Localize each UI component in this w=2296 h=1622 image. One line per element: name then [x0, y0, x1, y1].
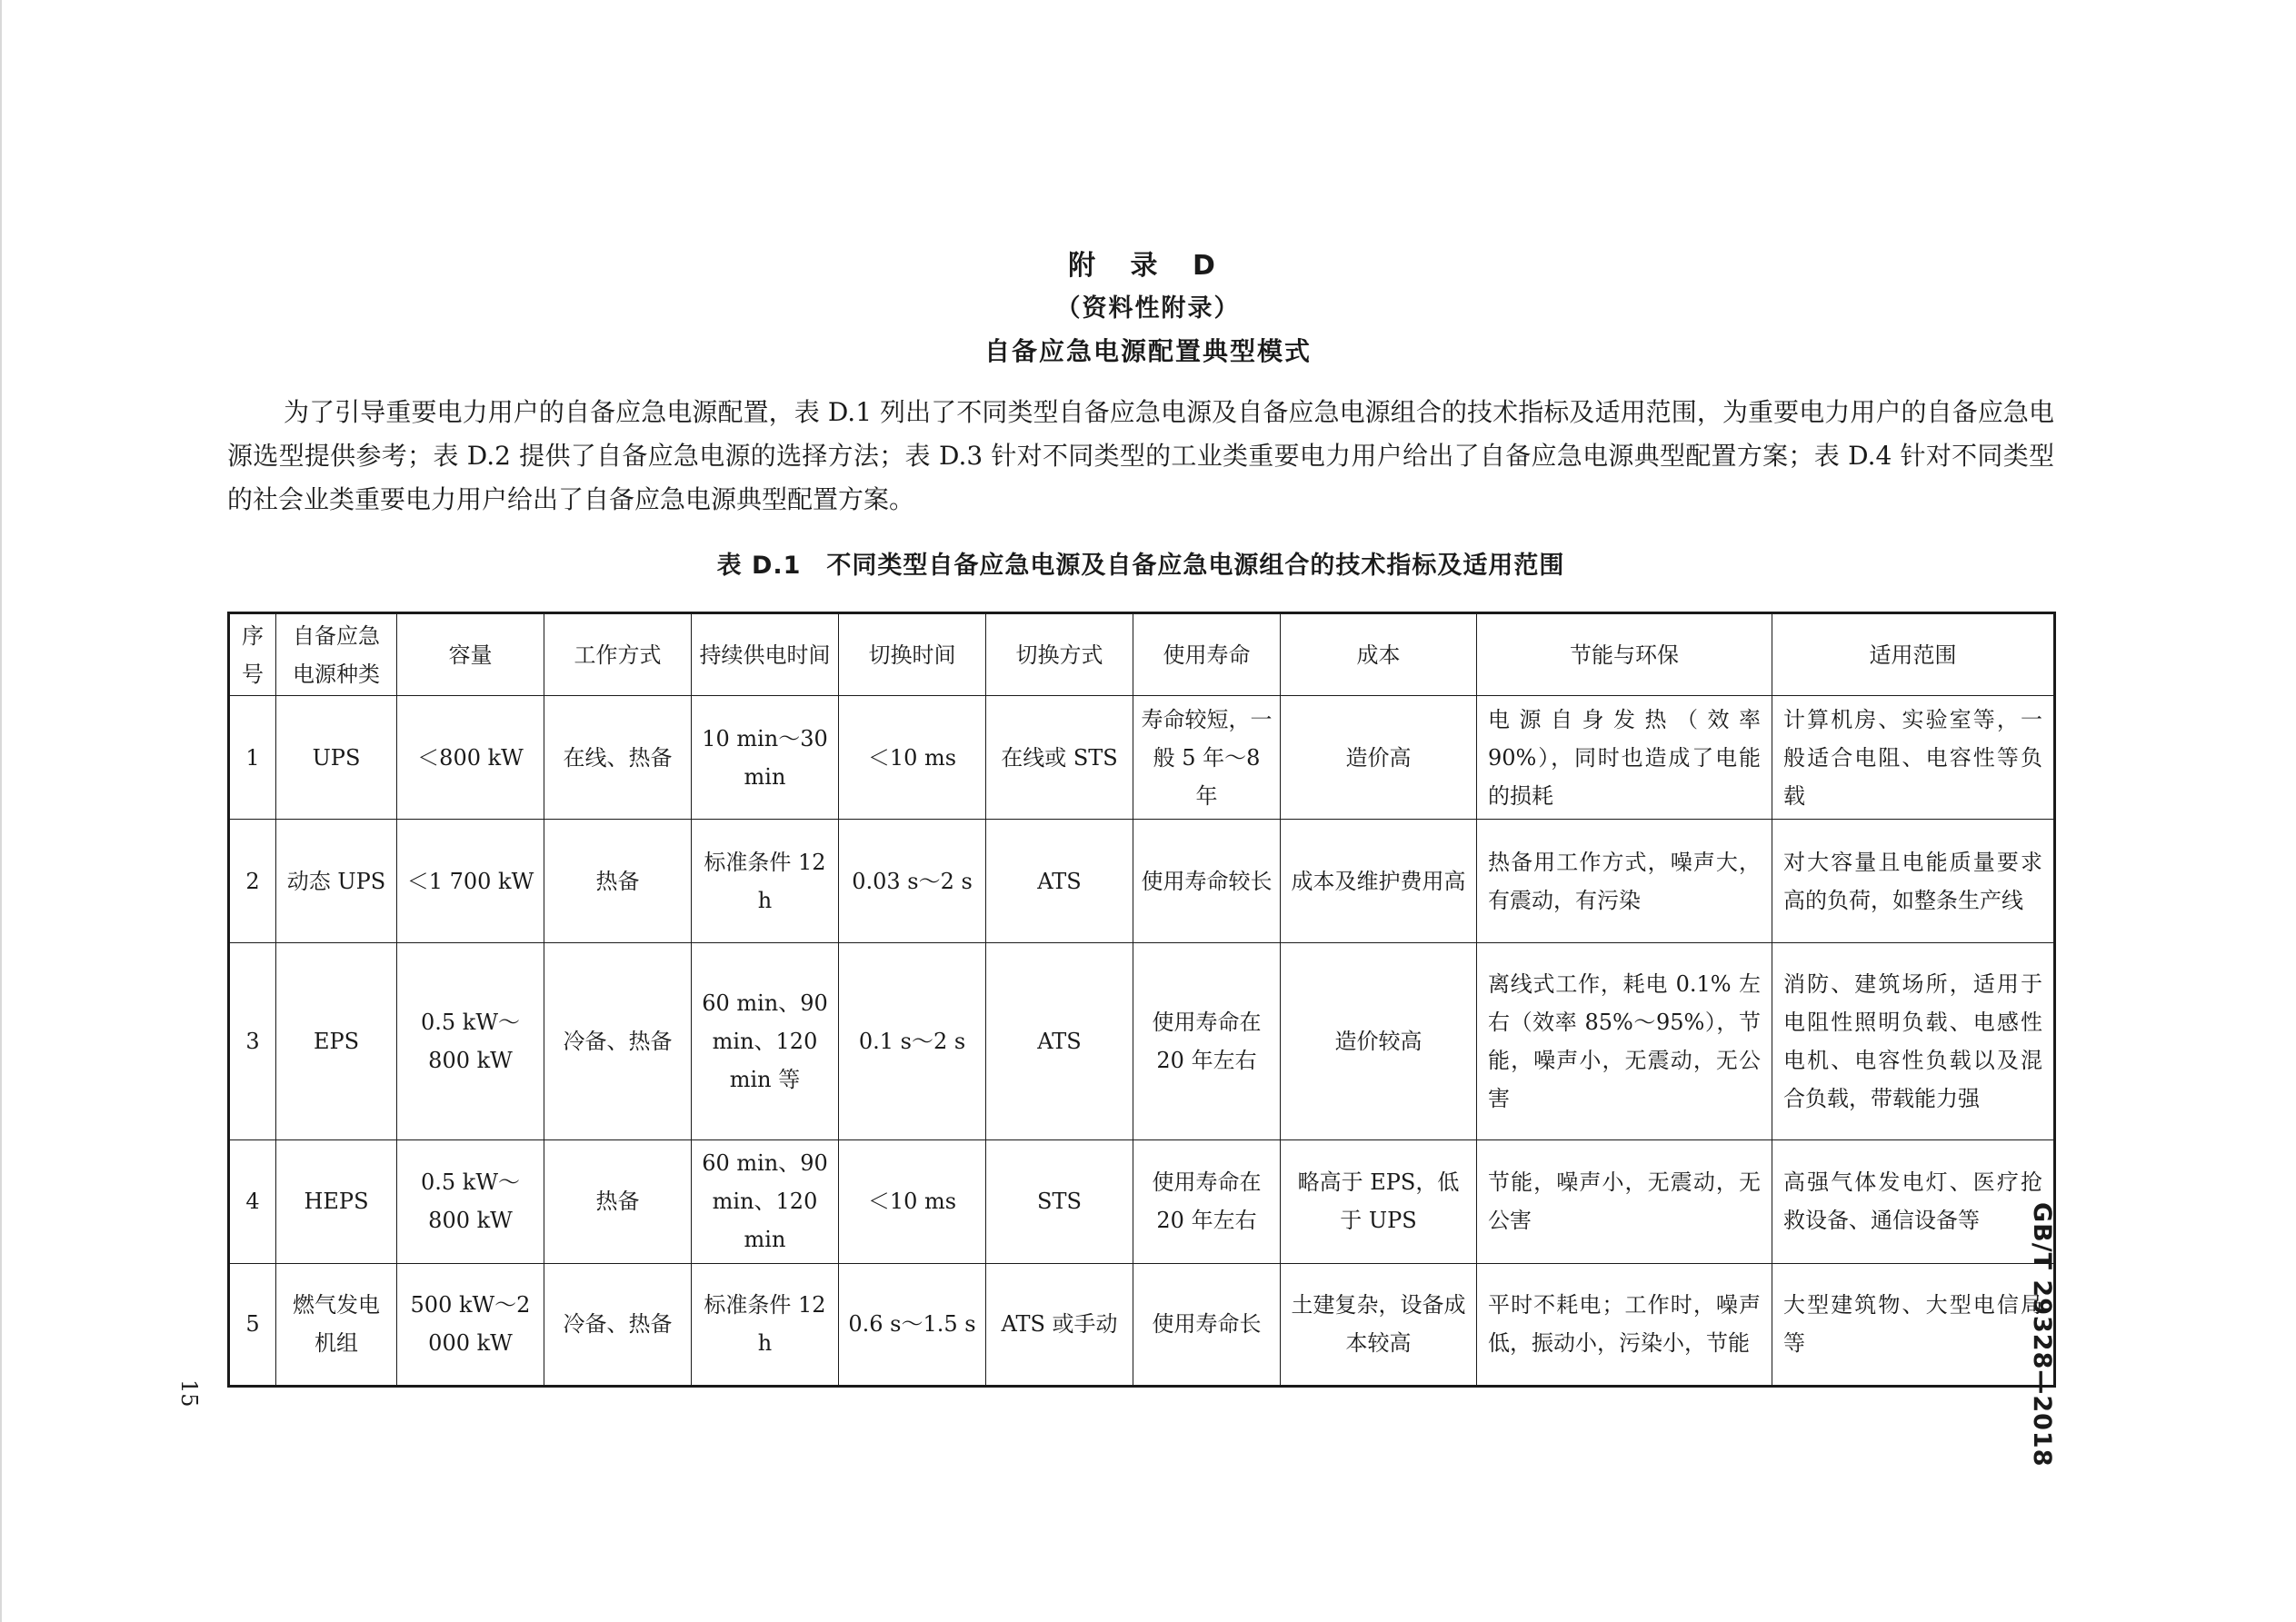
table-cell: ＜800 kW [397, 696, 544, 820]
table-cell: 造价高 [1281, 696, 1477, 820]
table-cell: 0.5 kW～800 kW [397, 1140, 544, 1263]
table-cell: 略高于 EPS，低于 UPS [1281, 1140, 1477, 1263]
table-cell: 0.5 kW～800 kW [397, 942, 544, 1140]
table-cell: UPS [276, 696, 397, 820]
table-cell: HEPS [276, 1140, 397, 1263]
table-header-row [229, 613, 2055, 696]
table-cell: 寿命较短，一般 5 年～8 年 [1133, 696, 1281, 820]
table-cell: 使用寿命长 [1133, 1263, 1281, 1386]
table-cell: 燃气发电机组 [276, 1263, 397, 1386]
table-row [229, 820, 2055, 942]
appendix-title: 附 录 D [1068, 250, 1228, 282]
table-cell: 造价较高 [1281, 942, 1477, 1140]
table-cell: 计算机房、实验室等，一般适合电阻、电容性等负载 [1772, 696, 2055, 820]
table-row [229, 1140, 2055, 1263]
appendix-name: 自备应急电源配置典型模式 [983, 336, 1312, 366]
table-cell: 4 [229, 1140, 276, 1263]
table-cell: 消防、建筑场所，适用于电阻性照明负载、电感性电机、电容性负载以及混合负载，带载能力强 [1772, 942, 2055, 1140]
table-cell: 对大容量且电能质量要求高的负荷，如整条生产线 [1772, 820, 2055, 942]
table-cell: 1 [229, 696, 276, 820]
table-row [229, 1263, 2055, 1386]
table-cell: ATS [986, 942, 1133, 1140]
table-cell: ATS [986, 820, 1133, 942]
table-cell: 3 [229, 942, 276, 1140]
table-cell: STS [986, 1140, 1133, 1263]
table-cell: 标准条件 12 h [692, 1263, 839, 1386]
appendix-type: （资料性附录） [1055, 294, 1241, 323]
table-cell: 2 [229, 820, 276, 942]
table-cell: 在线或 STS [986, 696, 1133, 820]
table-cell: 在线、热备 [544, 696, 692, 820]
table-cell: 60 min、90 min、120 min [692, 1140, 839, 1263]
intro-paragraph: 为了引导重要电力用户的自备应急电源配置，表 D.1 列出了不同类型自备应急电源及自备应急电源组合的技术指标及适用范围，为重要电力用户的自备应急电源选型提供参考；表 D.2 提供了自备应急电源的选择方法；表 D.3 针对不同类型的工业类重要电力用户给出了自备应急电源典型配置方案；表 D.4 针对不同类型的社会业类重要电力用户给出了自备应急电源典型配置方案。 [227, 397, 2054, 514]
table-cell: 成本及维护费用高 [1281, 820, 1477, 942]
table-cell: ＜1 700 kW [397, 820, 544, 942]
header-cell: 容量 [397, 613, 544, 696]
table-cell: 电源自身发热（效率 90%），同时也造成了电能的损耗 [1477, 696, 1772, 820]
table-caption: 表 D.1 不同类型自备应急电源及自备应急电源组合的技术指标及适用范围 [716, 552, 1565, 580]
table-cell: 0.6 s～1.5 s [839, 1263, 986, 1386]
table-cell: 标准条件 12 h [692, 820, 839, 942]
table-cell: ATS 或手动 [986, 1263, 1133, 1386]
table-cell: 使用寿命在 20 年左右 [1133, 1140, 1281, 1263]
page-number: 15 [176, 1379, 202, 1408]
header-cell: 工作方式 [544, 613, 692, 696]
table-cell: 500 kW～2 000 kW [397, 1263, 544, 1386]
table-cell: 节能，噪声小，无震动，无公害 [1477, 1140, 1772, 1263]
table-cell: 冷备、热备 [544, 1263, 692, 1386]
table-cell: 动态 UPS [276, 820, 397, 942]
table-cell: 0.03 s～2 s [839, 820, 986, 942]
table-cell: 使用寿命较长 [1133, 820, 1281, 942]
table-cell: 热备 [544, 820, 692, 942]
table-cell: ＜10 ms [839, 696, 986, 820]
tech-spec-table [227, 612, 2056, 1388]
table-cell: EPS [276, 942, 397, 1140]
standard-code: GB/T 29328—2018 [2028, 1202, 2056, 1468]
table-cell: 0.1 s～2 s [839, 942, 986, 1140]
table-cell: 热备 [544, 1140, 692, 1263]
header-cell: 切换时间 [839, 613, 986, 696]
header-cell: 持续供电时间 [692, 613, 839, 696]
table-cell: 土建复杂，设备成本较高 [1281, 1263, 1477, 1386]
table-cell: 使用寿命在 20 年左右 [1133, 942, 1281, 1140]
header-cell: 自备应急电源种类 [276, 613, 397, 696]
table-cell: 热备用工作方式，噪声大，有震动，有污染 [1477, 820, 1772, 942]
table-cell: 5 [229, 1263, 276, 1386]
table-cell: 冷备、热备 [544, 942, 692, 1140]
header-cell: 切换方式 [986, 613, 1133, 696]
table-cell: 离线式工作，耗电 0.1% 左右（效率 85%～95%），节能，噪声小，无震动，无公害 [1477, 942, 1772, 1140]
table-cell: 大型建筑物、大型电信局等 [1772, 1263, 2055, 1386]
table-row [229, 942, 2055, 1140]
header-cell: 成本 [1281, 613, 1477, 696]
table-cell: 高强气体发电灯、医疗抢救设备、通信设备等 [1772, 1140, 2055, 1263]
table-row [229, 696, 2055, 820]
table-cell: 平时不耗电；工作时，噪声低，振动小，污染小，节能 [1477, 1263, 1772, 1386]
header-cell: 序号 [229, 613, 276, 696]
table-cell: 10 min～30 min [692, 696, 839, 820]
table-cell: 60 min、90 min、120 min 等 [692, 942, 839, 1140]
table-cell: ＜10 ms [839, 1140, 986, 1263]
header-cell: 使用寿命 [1133, 613, 1281, 696]
header-cell: 节能与环保 [1477, 613, 1772, 696]
header-cell: 适用范围 [1772, 613, 2055, 696]
